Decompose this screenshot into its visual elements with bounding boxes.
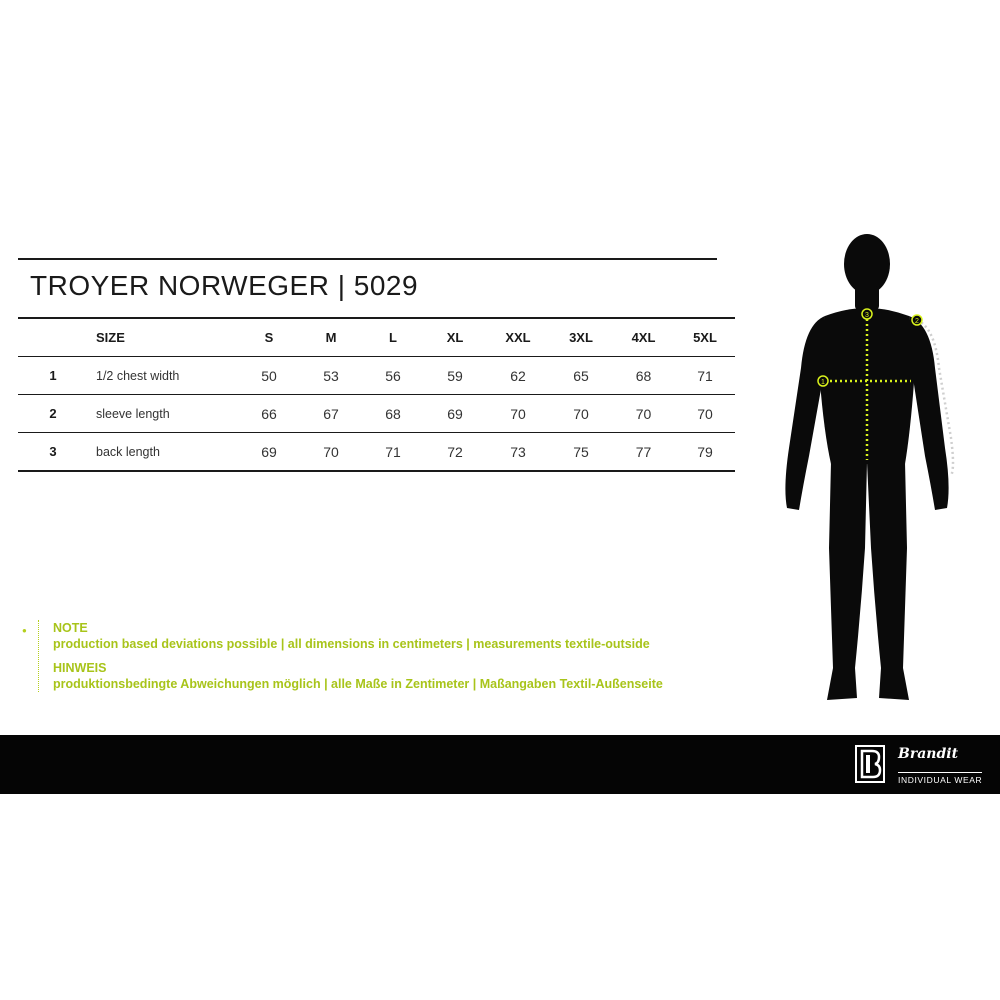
table-cell: 69 (238, 433, 300, 472)
notes-block (22, 620, 663, 692)
table-row (18, 395, 735, 433)
table-cell: 68 (362, 395, 424, 433)
table-cell: 71 (675, 357, 735, 395)
row-number: 3 (18, 433, 88, 472)
row-number: 1 (18, 357, 88, 395)
title-rule (18, 258, 717, 260)
size-column-header: L (362, 318, 424, 357)
hinweis-text: produktionsbedingte Abweichungen möglich | alle Maße in Zentimeter | Maßangaben Textil-Außenseite (53, 677, 663, 691)
table-cell: 56 (362, 357, 424, 395)
table-cell: 72 (424, 433, 486, 472)
measurement-label: 1/2 chest width (88, 357, 238, 395)
size-column-header: S (238, 318, 300, 357)
row-number-header (18, 318, 88, 357)
marker-2-label: 2 (915, 318, 919, 325)
table-cell: 59 (424, 357, 486, 395)
table-cell: 75 (550, 433, 612, 472)
table-cell: 70 (612, 395, 675, 433)
footer-bar (0, 735, 1000, 794)
table-cell: 73 (486, 433, 550, 472)
size-column-header: 3XL (550, 318, 612, 357)
table-cell: 69 (424, 395, 486, 433)
table-cell: 77 (612, 433, 675, 472)
table-cell: 53 (300, 357, 362, 395)
body-silhouette (785, 234, 948, 700)
note-text: production based deviations possible | all dimensions in centimeters | measurements textile-outside (53, 637, 650, 651)
table-row (18, 433, 735, 472)
size-header: SIZE (88, 318, 238, 357)
measurement-label: back length (88, 433, 238, 472)
size-column-header: XL (424, 318, 486, 357)
size-table (18, 317, 735, 472)
size-column-header: 4XL (612, 318, 675, 357)
table-cell: 71 (362, 433, 424, 472)
row-number: 2 (18, 395, 88, 433)
size-column-header: 5XL (675, 318, 735, 357)
marker-1-label: 1 (821, 379, 825, 386)
measurement-label: sleeve length (88, 395, 238, 433)
table-cell: 68 (612, 357, 675, 395)
table-cell: 50 (238, 357, 300, 395)
size-column-header: M (300, 318, 362, 357)
table-cell: 62 (486, 357, 550, 395)
note-bullet-icon: ● (22, 626, 27, 635)
table-cell: 70 (550, 395, 612, 433)
brand-tagline: INDIVIDUAL WEAR (898, 772, 982, 785)
table-cell: 70 (675, 395, 735, 433)
note-heading: NOTE (53, 621, 88, 635)
table-cell: 66 (238, 395, 300, 433)
brand-logo-icon (855, 745, 885, 783)
body-silhouette-figure (775, 228, 975, 708)
table-cell: 65 (550, 357, 612, 395)
table-cell: 67 (300, 395, 362, 433)
marker-3-label: 3 (865, 312, 869, 319)
table-cell: 70 (300, 433, 362, 472)
hinweis-heading: HINWEIS (53, 661, 107, 675)
table-cell: 79 (675, 433, 735, 472)
table-header-row (18, 318, 735, 357)
page-title: TROYER NORWEGER | 5029 (30, 270, 419, 301)
table-cell: 70 (486, 395, 550, 433)
brand-name: Brandit (898, 746, 959, 762)
table-row (18, 357, 735, 395)
size-column-header: XXL (486, 318, 550, 357)
